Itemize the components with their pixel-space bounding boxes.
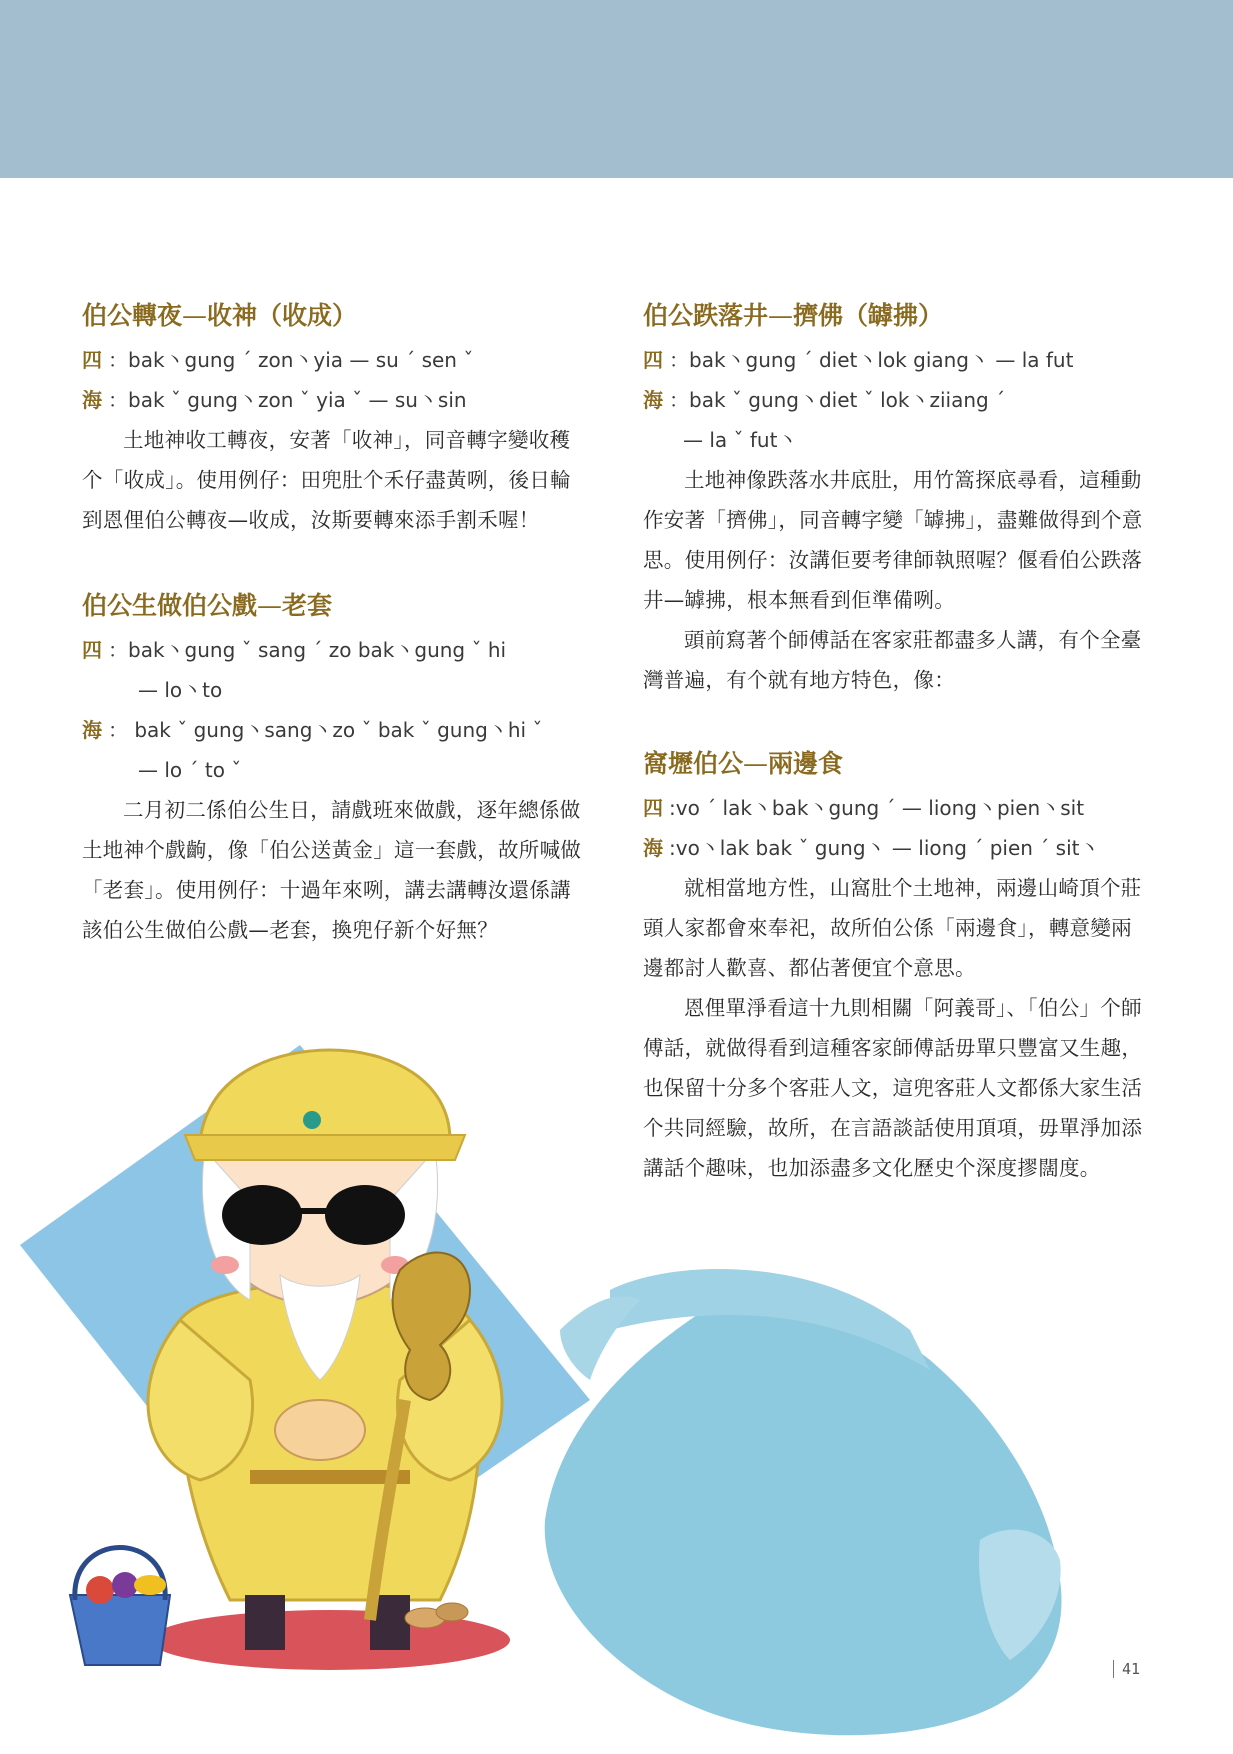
- top-band: [0, 0, 1233, 178]
- right-column: [643, 292, 1143, 1188]
- entry-title: 窩壢伯公—兩邊食: [643, 749, 844, 778]
- sixian-pronunciation-cont: — lo丶to: [138, 678, 223, 702]
- sixian-pronunciation: 四 ：bak丶gung ˇ sang ˊ zo bak丶gung ˇ hi: [82, 638, 507, 662]
- entry-title: 伯公生做伯公戲—老套: [82, 591, 333, 620]
- hailu-pronunciation: 海 ：bak ˇ gung丶zon ˇ yia ˇ — su丶sin: [82, 388, 467, 412]
- tudigong-illustration-icon: [148, 1050, 502, 1650]
- left-column: [82, 292, 587, 950]
- paint-splash-icon: [545, 1269, 1062, 1735]
- entry-paragraph: 二月初二係伯公生日，請戲班來做戲，逐年總係做土地神个戲齣，像「伯公送黃金」這一套戲，故所喊做「老套」。使用例仔：十過年來咧，講去講轉汝還係講該伯公生做伯公戲—老套，換兜仔新个好無？: [82, 798, 582, 942]
- page-number: 41: [1113, 1660, 1140, 1678]
- hailu-pronunciation: 海 :vo丶lak bak ˇ gung丶 — liong ˊ pien ˊ sit丶: [643, 836, 1100, 860]
- entry-paragraph: 土地神像跌落水井底肚，用竹篙探底尋看，這種動作安著「擠佛」，同音轉字變「罅拂」，盡難做得到个意思。使用例仔：汝講佢要考律師執照喔？偃看伯公跌落井—罅拂，根本無看到佢準備咧。: [643, 468, 1143, 612]
- sixian-pronunciation: 四 ：bak丶gung ˊ diet丶lok giang丶 — la fut: [643, 348, 1074, 372]
- ground-shadow: [150, 1610, 510, 1670]
- peanut-icon: [405, 1603, 468, 1628]
- hailu-pronunciation: 海 ：bak ˇ gung丶diet ˇ lok丶ziiang ˊ: [643, 388, 1006, 412]
- entry-paragraph: 恩俚單淨看這十九則相關「阿義哥」、「伯公」个師傅話，就做得看到這種客家師傅話毋單只豐富又生趣，也保留十分多个客莊人文，這兜客莊人文都係大家生活个共同經驗，故所，在言語談話使用頂項，毋單淨加添講話个趣味，也加添盡多文化歷史个深度摎闊度。: [643, 996, 1143, 1180]
- entry-paragraph: 就相當地方性，山窩肚个土地神，兩邊山崎頂个莊頭人家都會來奉祀，故所伯公係「兩邊食」，轉意變兩邊都討人歡喜、都佔著便宜个意思。: [643, 876, 1142, 980]
- sixian-pronunciation: 四 :vo ˊ lak丶bak丶gung ˊ — liong丶pien丶sit: [643, 796, 1085, 820]
- hailu-pronunciation-cont: — lo ˊ to ˇ: [138, 758, 242, 782]
- blue-diamond-shape: [20, 1045, 590, 1600]
- hailu-pronunciation-cont: — la ˇ fut丶: [683, 428, 798, 452]
- entry-title: 伯公跌落井—擠佛（罅拂）: [643, 301, 944, 330]
- entry-paragraph: 土地神收工轉夜，安著「收神」，同音轉字變收穫个「收成」。使用例仔：田兜肚个禾仔盡黃咧，後日輪到恩俚伯公轉夜—收成，汝斯要轉來添手割禾喔！: [82, 428, 571, 532]
- fruit-basket-icon: [70, 1548, 170, 1666]
- hailu-pronunciation: 海 ： bak ˇ gung丶sang丶zo ˇ bak ˇ gung丶hi ˇ: [82, 718, 543, 742]
- sixian-pronunciation: 四 ：bak丶gung ˊ zon丶yia — su ˊ sen ˇ: [82, 348, 474, 372]
- entry-paragraph: 頭前寫著个師傅話在客家莊都盡多人講，有个全臺灣普遍，有个就有地方特色，像：: [643, 628, 1142, 692]
- entry-title: 伯公轉夜—收神（收成）: [82, 301, 358, 330]
